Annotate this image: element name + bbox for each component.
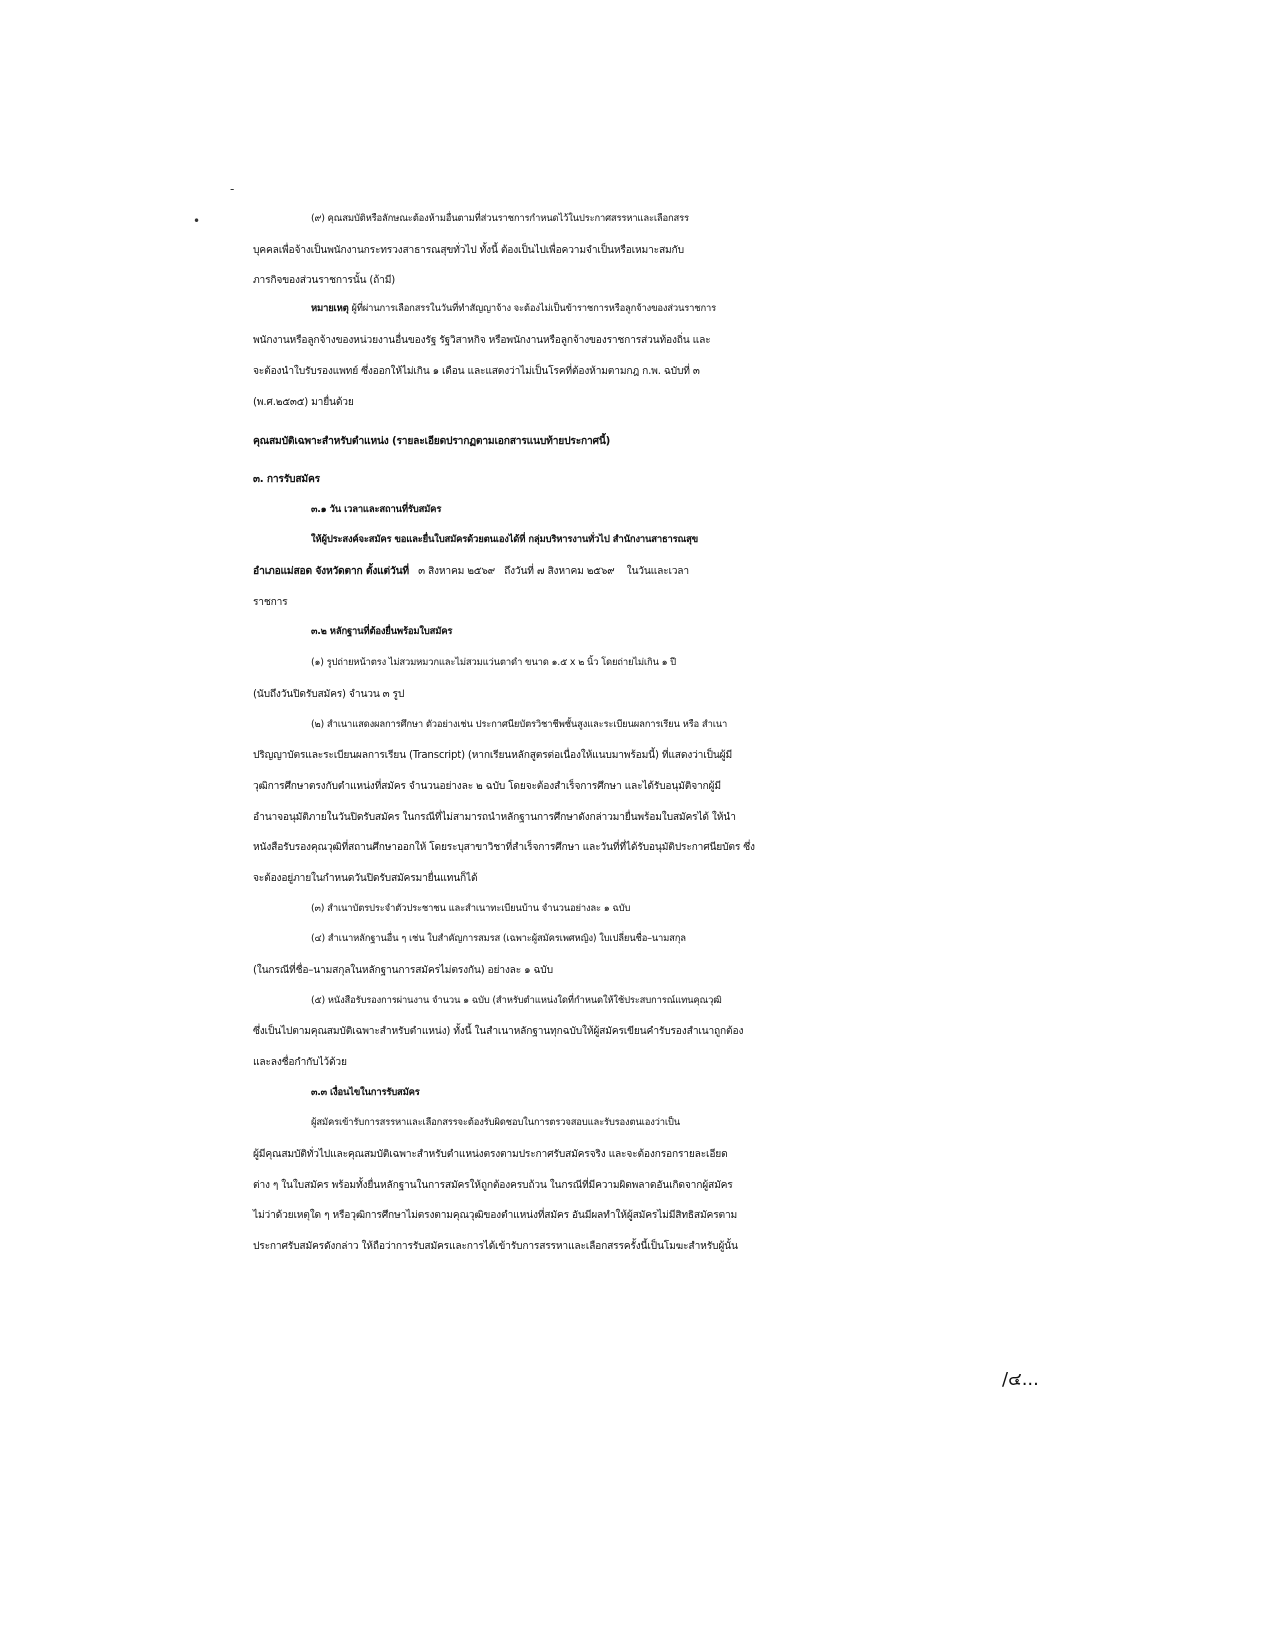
paragraph-line: ไม่ว่าด้วยเหตุใด ๆ หรือวุฒิการศึกษาไม่ตรงตามคุณวุฒิของตำแหน่งที่สมัคร อันมีผลทำให้ผู้สมัครไม่มีสิทธิสมัครตาม (253, 1209, 738, 1221)
paragraph-line: อำนาจอนุมัติภายในวันปิดรับสมัคร ในกรณีที่ไม่สามารถนำหลักฐานการศึกษาดังกล่าวมายื่นพร้อมใบสมัครได้ ให้นำ (253, 811, 736, 823)
subsection-heading: ๓.๑ วัน เวลาและสถานที่รับสมัคร (311, 504, 442, 515)
section-heading: คุณสมบัติเฉพาะสำหรับตำแหน่ง (รายละเอียดปรากฏตามเอกสารแนบท้ายประกาศนี้) (253, 435, 611, 447)
paragraph-line: (๕) หนังสือรับรองการผ่านงาน จำนวน ๑ ฉบับ (สำหรับตำแหน่งใดที่กำหนดให้ใช้ประสบการณ์แทนคุณวุฒิ (311, 995, 722, 1006)
paragraph-line: วุฒิการศึกษาตรงกับตำแหน่งที่สมัคร จำนวนอย่างละ ๒ ฉบับ โดยจะต้องสำเร็จการศึกษา และได้รับอนุมัติจากผู้มี (253, 780, 721, 792)
remark-label: หมายเหตุ (311, 303, 349, 314)
paragraph-line: ประกาศรับสมัครดังกล่าว ให้ถือว่าการรับสมัครและการได้เข้ารับการสรรหาและเลือกสรรครั้งนี้เป็นโมฆะสำหรับผู้นั้น (253, 1240, 738, 1252)
scan-mark-side: • (193, 214, 201, 228)
subsection-heading: ๓.๒ หลักฐานที่ต้องยื่นพร้อมใบสมัคร (311, 626, 453, 637)
subsection-heading: ๓.๓ เงื่อนไขในการรับสมัคร (311, 1087, 420, 1098)
paragraph-line: จะต้องอยู่ภายในกำหนดวันปิดรับสมัครมายื่นแทนก็ได้ (253, 872, 478, 884)
paragraph-line: ผู้มีคุณสมบัติทั่วไปและคุณสมบัติเฉพาะสำหรับตำแหน่งตรงตามประกาศรับสมัครจริง และจะต้องกรอกรายละเอียด (253, 1148, 728, 1160)
paragraph-line: ภารกิจของส่วนราชการนั้น (ถ้ามี) (253, 274, 396, 286)
paragraph-line: และลงชื่อกำกับไว้ด้วย (253, 1056, 347, 1068)
paragraph-line: (ในกรณีที่ชื่อ–นามสกุลในหลักฐานการสมัครไม่ตรงกัน) อย่างละ ๑ ฉบับ (253, 964, 553, 976)
paragraph-line: (๒) สำเนาแสดงผลการศึกษา ตัวอย่างเช่น ประกาศนียบัตรวิชาชีพชั้นสูงและระเบียนผลการเรียน หรือ สำเนา (311, 719, 728, 730)
paragraph-line: ราชการ (253, 596, 288, 608)
paragraph-line: (๙) คุณสมบัติหรือลักษณะต้องห้ามอื่นตามที่ส่วนราชการกำหนดไว้ในประกาศสรรหาและเลือกสรร (311, 213, 689, 224)
paragraph-line: (๑) รูปถ่ายหน้าตรง ไม่สวมหมวกและไม่สวมแว่นตาดำ ขนาด ๑.๕ x ๒ นิ้ว โดยถ่ายไม่เกิน ๑ ปี (311, 657, 676, 668)
paragraph-line: ซึ่งเป็นไปตามคุณสมบัติเฉพาะสำหรับตำแหน่ง) ทั้งนี้ ในสำเนาหลักฐานทุกฉบับให้ผู้สมัครเขียนคำรับรองสำเนาถูกต้อง (253, 1025, 744, 1037)
paragraph-line: (พ.ศ.๒๕๓๕) มายื่นด้วย (253, 396, 354, 408)
paragraph-line: ผู้สมัครเข้ารับการสรรหาและเลือกสรรจะต้องรับผิดชอบในการตรวจสอบและรับรองตนเองว่าเป็น (311, 1117, 680, 1128)
paragraph-line: หนังสือรับรองคุณวุฒิที่สถานศึกษาออกให้ โดยระบุสาขาวิชาที่สำเร็จการศึกษา และวันที่ที่ได้รับอนุมัติประกาศนียบัตร ซึ่ง (253, 841, 755, 853)
paragraph-line: จะต้องนำใบรับรองแพทย์ ซึ่งออกให้ไม่เกิน ๑ เดือน และแสดงว่าไม่เป็นโรคที่ต้องห้ามตามกฎ ก.พ. ฉบับที่ ๓ (253, 365, 700, 377)
remark-line: หมายเหตุ ผู้ที่ผ่านการเลือกสรรในวันที่ทำสัญญาจ้าง จะต้องไม่เป็นข้าราชการหรือลูกจ้างของส่วนราชการ (311, 303, 717, 314)
paragraph-line: (๔) สำเนาหลักฐานอื่น ๆ เช่น ใบสำคัญการสมรส (เฉพาะผู้สมัครเพศหญิง) ใบเปลี่ยนชื่อ–นามสกุล (311, 933, 686, 944)
paragraph-line: ให้ผู้ประสงค์จะสมัคร ขอและยื่นใบสมัครด้วยตนเองได้ที่ กลุ่มบริหารงานทั่วไป สำนักงานสาธารณสุข (311, 534, 698, 545)
paragraph-line: ปริญญาบัตรและระเบียนผลการเรียน (Transcript) (หากเรียนหลักสูตรต่อเนื่องให้แนบมาพร้อมนี้) ที่แสดงว่าเป็นผู้มี (253, 749, 733, 761)
paragraph-line: บุคคลเพื่อจ้างเป็นพนักงานกระทรวงสาธารณสุขทั่วไป ทั้งนี้ ต้องเป็นไปเพื่อความจำเป็นหรือเหมาะสมกับ (253, 244, 684, 256)
paragraph-line: อำเภอแม่สอด จังหวัดตาก ตั้งแต่วันที่ ๓ สิงหาคม ๒๕๖๙ ถึงวันที่ ๗ สิงหาคม ๒๕๖๙ ในวันและเวลา (253, 565, 689, 577)
scan-mark-top: - (230, 182, 235, 196)
section-heading: ๓. การรับสมัคร (253, 473, 320, 485)
paragraph-line: พนักงานหรือลูกจ้างของหน่วยงานอื่นของรัฐ รัฐวิสาหกิจ หรือพนักงานหรือลูกจ้างของราชการส่วนท้องถิ่น และ (253, 334, 711, 346)
next-page-marker: /๔... (1002, 1369, 1039, 1390)
paragraph-line: (นับถึงวันปิดรับสมัคร) จำนวน ๓ รูป (253, 688, 405, 700)
paragraph-line: ต่าง ๆ ในใบสมัคร พร้อมทั้งยื่นหลักฐานในการสมัครให้ถูกต้องครบถ้วน ในกรณีที่มีความผิดพลาดอันเกิดจากผู้สมัคร (253, 1179, 733, 1191)
paragraph-line: (๓) สำเนาบัตรประจำตัวประชาชน และสำเนาทะเบียนบ้าน จำนวนอย่างละ ๑ ฉบับ (311, 903, 631, 914)
